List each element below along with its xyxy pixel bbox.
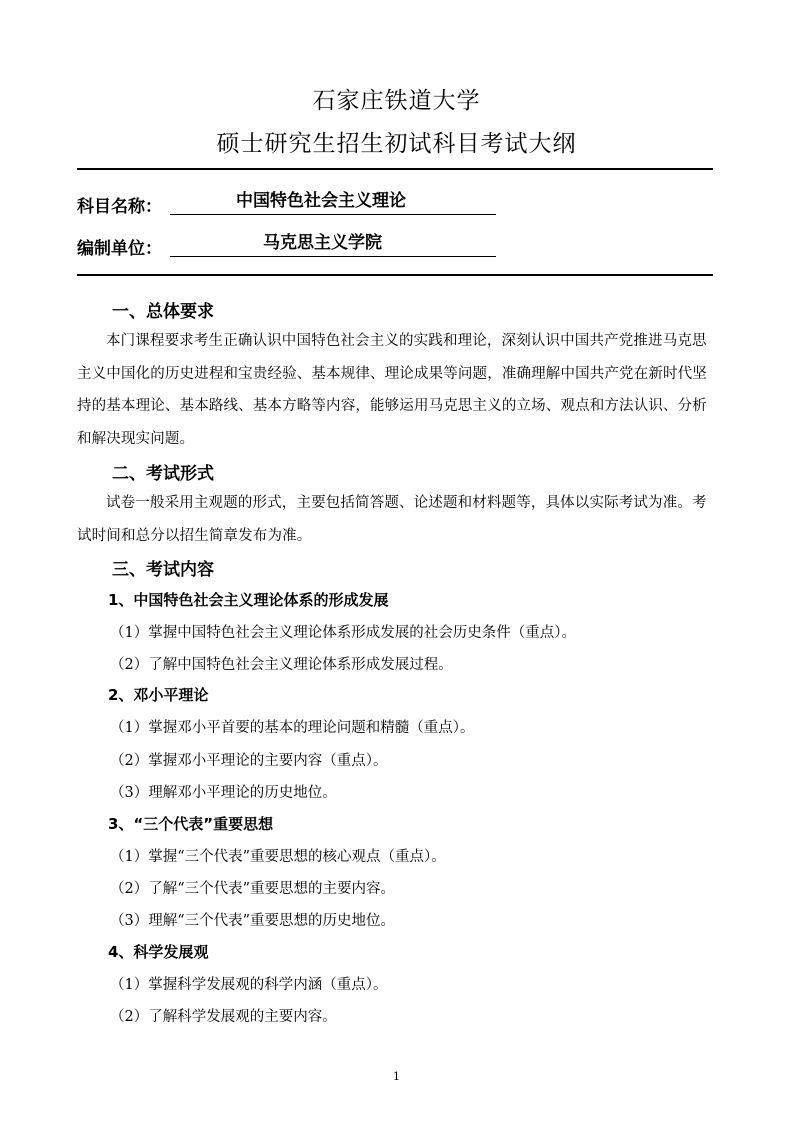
university-name: 石家庄铁道大学	[312, 88, 481, 114]
section-paragraph: 本门课程要求考生正确认识中国特色社会主义的实践和理论，深刻认识中国共产党推进马克思主义中国化的历史进程和宝贵经验、基本规律、理论成果等问题，准确理解中国共产党在新时代坚持的基本理论、基本路线、基本方略等内容，能够运用马克思主义的立场、观点和方法认识、分析和解决现实问题。	[77, 333, 707, 447]
topic-title: 4、科学发展观	[108, 943, 209, 961]
topic-title: 3、“三个代表”重要思想	[108, 815, 274, 833]
subject-value: 中国特色社会主义理论	[236, 191, 406, 211]
section-heading: 一、总体要求	[112, 302, 214, 322]
topic-item: （1）掌握“三个代表”重要思想的核心观点（重点）。	[110, 849, 446, 865]
subject-value-field	[170, 190, 496, 215]
topic-item: （1）掌握中国特色社会主义理论体系形成发展的社会历史条件（重点）。	[110, 625, 576, 641]
section-heading: 三、考试内容	[112, 560, 214, 580]
topic-item: （1）掌握科学发展观的科学内涵（重点）。	[110, 977, 388, 993]
topic-item: （1）掌握邓小平首要的基本的理论问题和精髓（重点）。	[110, 720, 475, 736]
section-heading: 二、考试形式	[112, 464, 214, 484]
topic-item: （2）了解科学发展观的主要内容。	[110, 1009, 337, 1025]
unit-value: 马克思主义学院	[263, 233, 382, 253]
document-title: 硕士研究生招生初试科目考试大纲	[216, 131, 577, 157]
page-number: 1	[393, 1070, 400, 1083]
topic-item: （2）掌握邓小平理论的主要内容（重点）。	[110, 753, 388, 769]
topic-title: 2、邓小平理论	[108, 686, 209, 704]
topic-item: （2）了解中国特色社会主义理论体系形成发展过程。	[110, 657, 453, 673]
bottom-divider	[77, 274, 713, 276]
subject-label: 科目名称：	[77, 197, 162, 217]
topic-item: （3）理解邓小平理论的历史地位。	[110, 785, 337, 801]
top-divider	[77, 168, 713, 170]
unit-label: 编制单位：	[77, 239, 162, 259]
topic-item: （2）了解“三个代表”重要思想的主要内容。	[110, 881, 396, 897]
topic-title: 1、中国特色社会主义理论体系的形成发展	[108, 591, 389, 609]
section-paragraph: 试卷一般采用主观题的形式，主要包括简答题、论述题和材料题等，具体以实际考试为准。考试时间和总分以招生简章发布为准。	[77, 495, 707, 544]
unit-value-field	[170, 232, 496, 257]
topic-item: （3）理解“三个代表”重要思想的历史地位。	[110, 913, 396, 929]
